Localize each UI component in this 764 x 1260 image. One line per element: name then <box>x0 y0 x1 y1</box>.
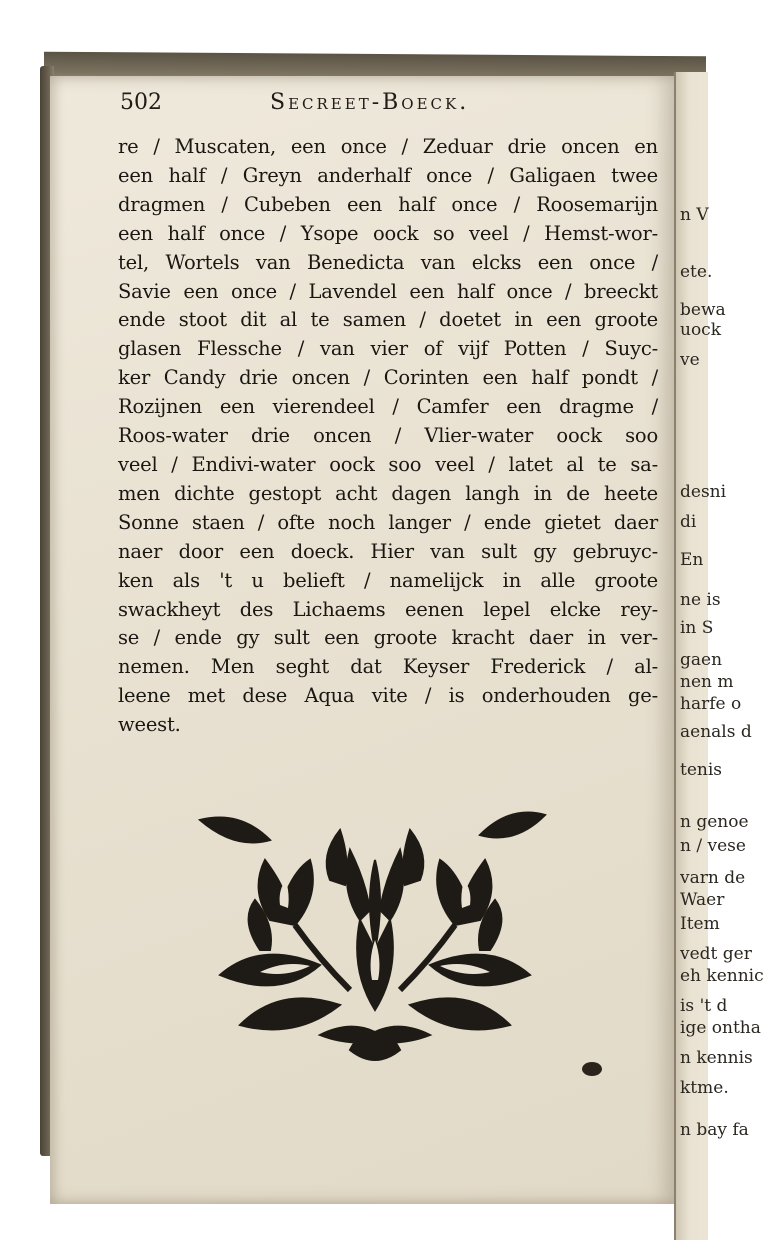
facing-page-text: desni <box>680 482 727 502</box>
facing-page-text: ve <box>680 350 700 370</box>
text-line: glasen Flessche / van vier of vijf Potten / Suyc- <box>118 337 658 361</box>
text-line: tel, Wortels van Benedicta van elcks een once / <box>118 250 658 274</box>
facing-page-text: Item <box>680 914 720 934</box>
page-number: 502 <box>120 90 162 115</box>
facing-page-text: Waer <box>680 890 725 910</box>
text-line: dragmen / Cubeben een half once / Roosemarijn <box>118 192 658 216</box>
facing-page-text: En <box>680 550 704 570</box>
facing-page-text: harfe o <box>680 694 742 714</box>
facing-page-text: in S <box>680 618 714 638</box>
facing-page-text: gaen <box>680 650 723 670</box>
facing-page-text: tenis <box>680 760 723 780</box>
facing-page-text: n kennis <box>680 1048 753 1068</box>
text-line: men dichte gestopt acht dagen langh in de heete <box>118 481 658 505</box>
worm-hole <box>582 1062 602 1076</box>
text-line: ker Candy drie oncen / Corinten een half pondt / <box>118 366 658 390</box>
text-line: veel / Endivi-water oock soo veel / latet al te sa- <box>118 452 658 476</box>
body-text <box>118 133 658 740</box>
facing-page-text: ige ontha <box>680 1018 761 1038</box>
text-line: een half / Greyn anderhalf once / Galigaen twee <box>118 163 658 187</box>
facing-page-text: ktme. <box>680 1078 729 1098</box>
facing-page-text: nen m <box>680 672 734 692</box>
text-line: weest. <box>118 713 181 737</box>
facing-page-text: n genoe <box>680 812 749 832</box>
text-line: Roos-water drie oncen / Vlier-water oock soo <box>118 424 658 448</box>
facing-page-text: n bay fa <box>680 1120 749 1140</box>
facing-page-text: vedt ger <box>680 944 752 964</box>
facing-page-text: varn de <box>680 868 746 888</box>
floral-woodcut-ornament <box>200 800 550 1070</box>
text-line: naer door een doeck. Hier van sult gy gebruyc- <box>118 539 658 563</box>
facing-page-text: aenals d <box>680 722 752 742</box>
text-line: se / ende gy sult een groote kracht daer in ver- <box>118 626 658 650</box>
text-line: leene met dese Aqua vite / is onderhouden ge- <box>118 684 658 708</box>
text-line: nemen. Men seght dat Keyser Frederick / al- <box>118 655 658 679</box>
text-line: ken als 't u belieft / namelijck in alle groote <box>118 568 658 592</box>
facing-page-text: bewa <box>680 300 726 320</box>
facing-page-text: ne is <box>680 590 721 610</box>
running-head: Secreet-Boeck. <box>270 90 470 115</box>
text-line: re / Muscaten, een once / Zeduar drie oncen en <box>118 135 658 158</box>
facing-page-text: n V <box>680 205 709 225</box>
text-line: Sonne staen / ofte noch langer / ende gietet daer <box>118 510 658 534</box>
facing-page-text: eh kennic <box>680 966 764 986</box>
facing-page <box>674 72 764 1240</box>
facing-page-text: ete. <box>680 262 713 282</box>
text-line: Savie een once / Lavendel een half once / breeckt <box>118 279 658 303</box>
facing-page-text: is 't d <box>680 996 728 1016</box>
facing-page-text: di <box>680 512 697 532</box>
text-line: een half once / Ysope oock so veel / Hemst-wor- <box>118 221 658 245</box>
text-line: swackheyt des Lichaems eenen lepel elcke rey- <box>118 597 658 621</box>
text-line: ende stoot dit al te samen / doetet in een groote <box>118 308 658 332</box>
facing-page-text: uock <box>680 320 722 340</box>
facing-page-text: n / vese <box>680 836 746 856</box>
text-line: Rozijnen een vierendeel / Camfer een dragme / <box>118 395 658 419</box>
